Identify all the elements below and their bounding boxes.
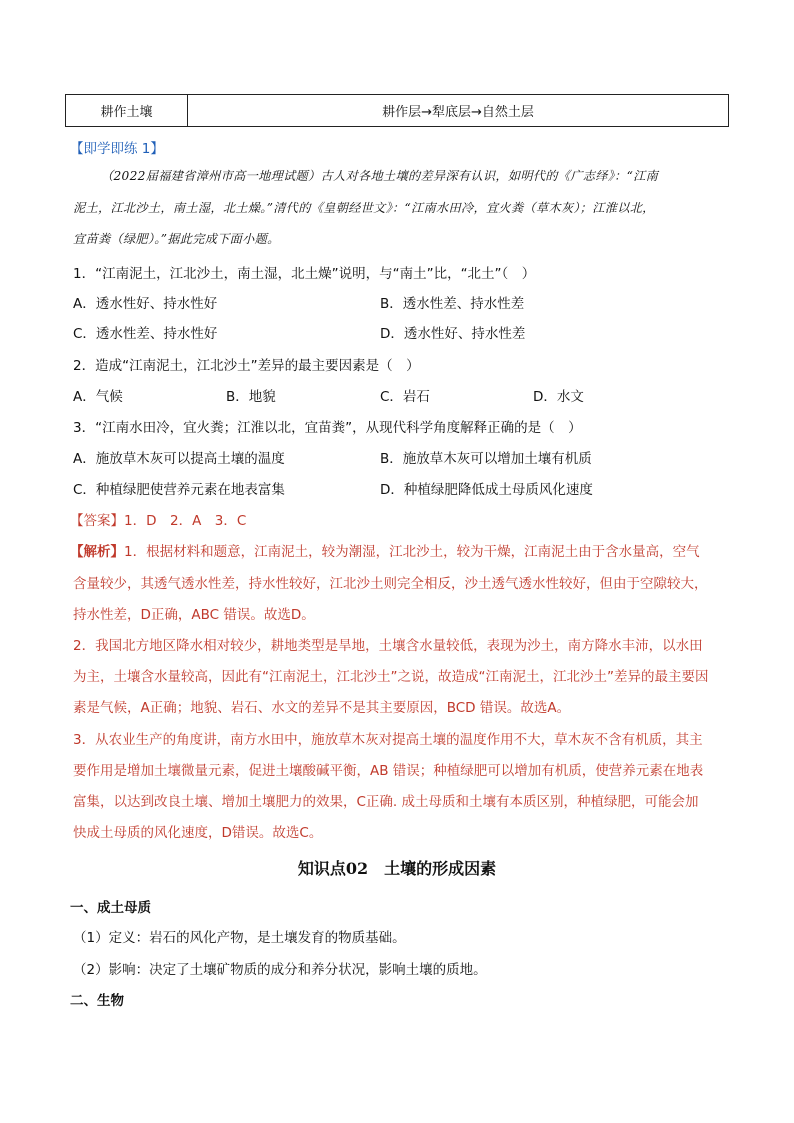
question-2-stem: 2．造成“江南泥土，江北沙土”差异的最主要因素是（ ） bbox=[73, 358, 420, 374]
q1-option-d: D．透水性好、持水性差 bbox=[380, 326, 526, 342]
analysis-p1-line-3: 持水性差，D正确，ABC 错误。故选D。 bbox=[73, 607, 315, 623]
q2-option-b: B．地貌 bbox=[226, 389, 276, 405]
q3-option-a: A．施放草木灰可以提高土壤的温度 bbox=[73, 451, 285, 467]
q2-option-c: C．岩石 bbox=[380, 389, 430, 405]
definition-line: （1）定义：岩石的风化产物，是土壤发育的物质基础。 bbox=[73, 930, 406, 946]
question-3-stem: 3．“江南水田冷，宜火粪；江淮以北，宜苗粪”，从现代科学角度解释正确的是（ ） bbox=[73, 420, 582, 436]
q1-option-c: C．透水性差、持水性好 bbox=[73, 326, 218, 342]
answer-label: 【答案】 bbox=[70, 513, 124, 529]
question-1-stem: 1．“江南泥土，江北沙土，南土湿，北土燥”说明，与“南土”比，“北土”（ ） bbox=[73, 266, 536, 282]
answer-text: 1．D 2．A 3．C bbox=[124, 513, 247, 529]
table-cell-value: 耕作层→犁底层→自然土层 bbox=[382, 105, 534, 120]
intro-line-3: 宜苗粪（绿肥）。”据此完成下面小题。 bbox=[73, 232, 280, 246]
analysis-p2-line-3: 素是气候，A正确；地貌、岩石、水文的差异不是其主要原因，BCD 错误。故选A。 bbox=[73, 700, 571, 716]
analysis-p3-line-4: 快成土母质的风化速度，D错误。故选C。 bbox=[73, 825, 323, 841]
part-heading-2: 二、生物 bbox=[70, 993, 124, 1009]
effect-line: （2）影响：决定了土壤矿物质的成分和养分状况，影响土壤的质地。 bbox=[73, 962, 487, 978]
intro-line-1: （2022届福建省漳州市高一地理试题）古人对各地土壤的差异深有认识，如明代的《广志绎》：“江南 bbox=[101, 169, 659, 183]
analysis-p2-line-2: 为主，土壤含水量较高，因此有“江南泥土，江北沙土”之说，故造成“江南泥土，江北沙土”差异的最主要因 bbox=[73, 669, 709, 685]
analysis-p1-line-1: 【解析】1．根据材料和题意，江南泥土，较为潮湿，江北沙土，较为干燥，江南泥土由于含水量高，空气 bbox=[70, 544, 700, 560]
q3-option-b: B．施放草木灰可以增加土壤有机质 bbox=[380, 451, 592, 467]
practice-label: 【即学即练 1】 bbox=[70, 141, 164, 157]
section-title: 知识点02 土壤的形成因素 bbox=[297, 859, 497, 878]
q1-option-b: B．透水性差、持水性差 bbox=[380, 296, 525, 312]
q2-option-d: D．水文 bbox=[533, 389, 584, 405]
analysis-p3-line-2: 要作用是增加土壤微量元素，促进土壤酸碱平衡，AB 错误；种植绿肥可以增加有机质，使营养元素在地表 bbox=[73, 763, 704, 779]
q2-option-a: A．气候 bbox=[73, 389, 123, 405]
analysis-label: 【解析】 bbox=[70, 544, 124, 560]
part-heading-1: 一、成土母质 bbox=[70, 900, 151, 916]
analysis-p3-line-1: 3．从农业生产的角度讲，南方水田中，施放草木灰对提高土壤的温度作用不大，草木灰不含有机质，其主 bbox=[73, 732, 703, 748]
answer-line bbox=[70, 509, 744, 529]
soil-profile-table bbox=[65, 94, 729, 127]
table-cell-label: 耕作土壤 bbox=[66, 95, 188, 126]
analysis-p2-line-1: 2．我国北方地区降水相对较少，耕地类型是旱地，土壤含水量较低，表现为沙土，南方降水丰沛，以水田 bbox=[73, 638, 703, 654]
intro-line-2: 泥土，江北沙土，南土湿，北土燥。”清代的《皇朝经世文》：“江南水田冷，宜火粪（草木灰）；江淮以北， bbox=[73, 201, 655, 215]
analysis-p3-line-3: 富集，以达到改良土壤、增加土壤肥力的效果，C正确. 成土母质和土壤有本质区别，种植绿肥，可能会加 bbox=[73, 794, 699, 810]
analysis-p1-line-2: 含量较少，其透气透水性差，持水性较好，江北沙土则完全相反，沙土透气透水性较好，但由于空隙较大， bbox=[73, 576, 708, 592]
q3-option-d: D．种植绿肥降低成土母质风化速度 bbox=[380, 482, 593, 498]
q3-option-c: C．种植绿肥使营养元素在地表富集 bbox=[73, 482, 285, 498]
q1-option-a: A．透水性好、持水性好 bbox=[73, 296, 218, 312]
